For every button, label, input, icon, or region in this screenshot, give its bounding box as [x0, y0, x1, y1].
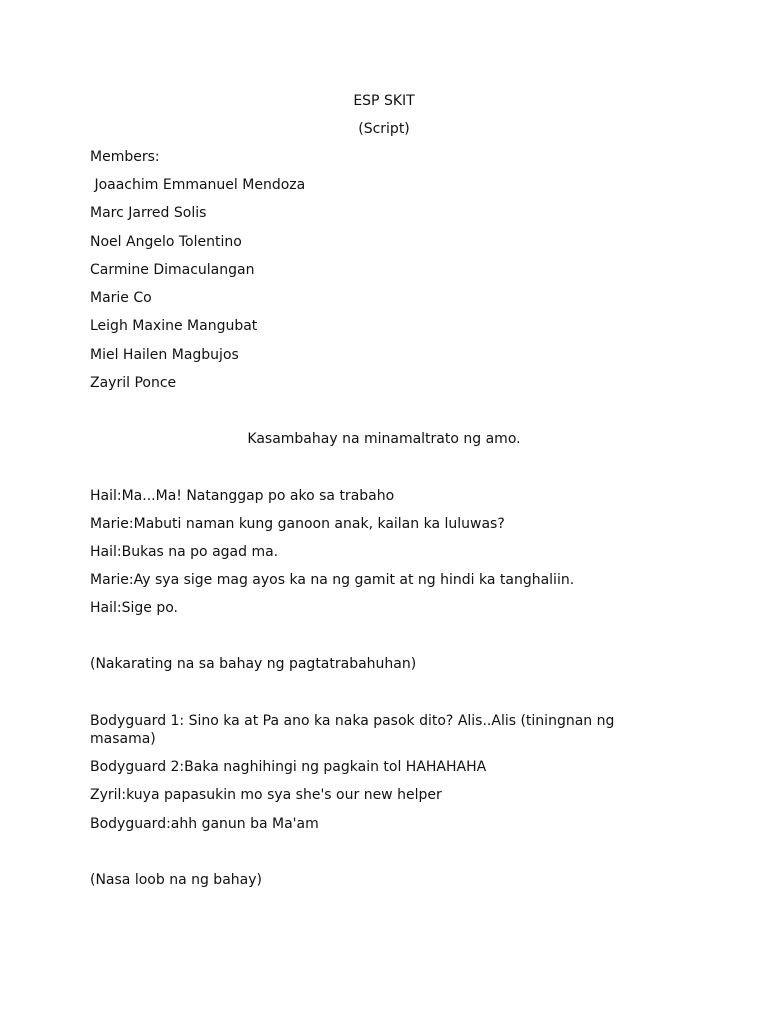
stage-direction: (Nasa loob na ng bahay)	[90, 872, 262, 888]
members-label: Members:	[90, 149, 160, 165]
member-name: Miel Hailen Magbujos	[90, 347, 239, 363]
dialogue-line: Zyril:kuya papasukin mo sya she's our new helper	[90, 787, 442, 803]
dialogue-line: Hail:Sige po.	[90, 600, 178, 616]
dialogue-line: Bodyguard 1: Sino ka at Pa ano ka naka pasok dito? Alis..Alis (tiningnan ng masama)	[90, 713, 619, 747]
member-name: Marc Jarred Solis	[90, 205, 207, 221]
document-title: ESP SKIT	[353, 93, 415, 109]
member-name: Noel Angelo Tolentino	[90, 234, 242, 250]
skit-title: Kasambahay na minamaltrato ng amo.	[247, 431, 521, 447]
member-name: Marie Co	[90, 290, 152, 306]
dialogue-line: Hail:Ma...Ma! Natanggap po ako sa trabaho	[90, 488, 395, 504]
stage-direction: (Nakarating na sa bahay ng pagtatrabahuhan)	[90, 656, 417, 672]
document-subtitle: (Script)	[358, 121, 410, 137]
member-name: Joaachim Emmanuel Mendoza	[90, 177, 306, 193]
member-name: Zayril Ponce	[90, 375, 177, 391]
dialogue-line: Marie:Mabuti naman kung ganoon anak, kailan ka luluwas?	[90, 516, 505, 532]
dialogue-line: Bodyguard 2:Baka naghihingi ng pagkain tol HAHAHAHA	[90, 759, 487, 775]
dialogue-line: Bodyguard:ahh ganun ba Ma'am	[90, 816, 319, 832]
dialogue-line: Hail:Bukas na po agad ma.	[90, 544, 279, 560]
member-name: Carmine Dimaculangan	[90, 262, 255, 278]
member-name: Leigh Maxine Mangubat	[90, 318, 258, 334]
dialogue-line: Marie:Ay sya sige mag ayos ka na ng gamit at ng hindi ka tanghaliin.	[90, 572, 575, 588]
